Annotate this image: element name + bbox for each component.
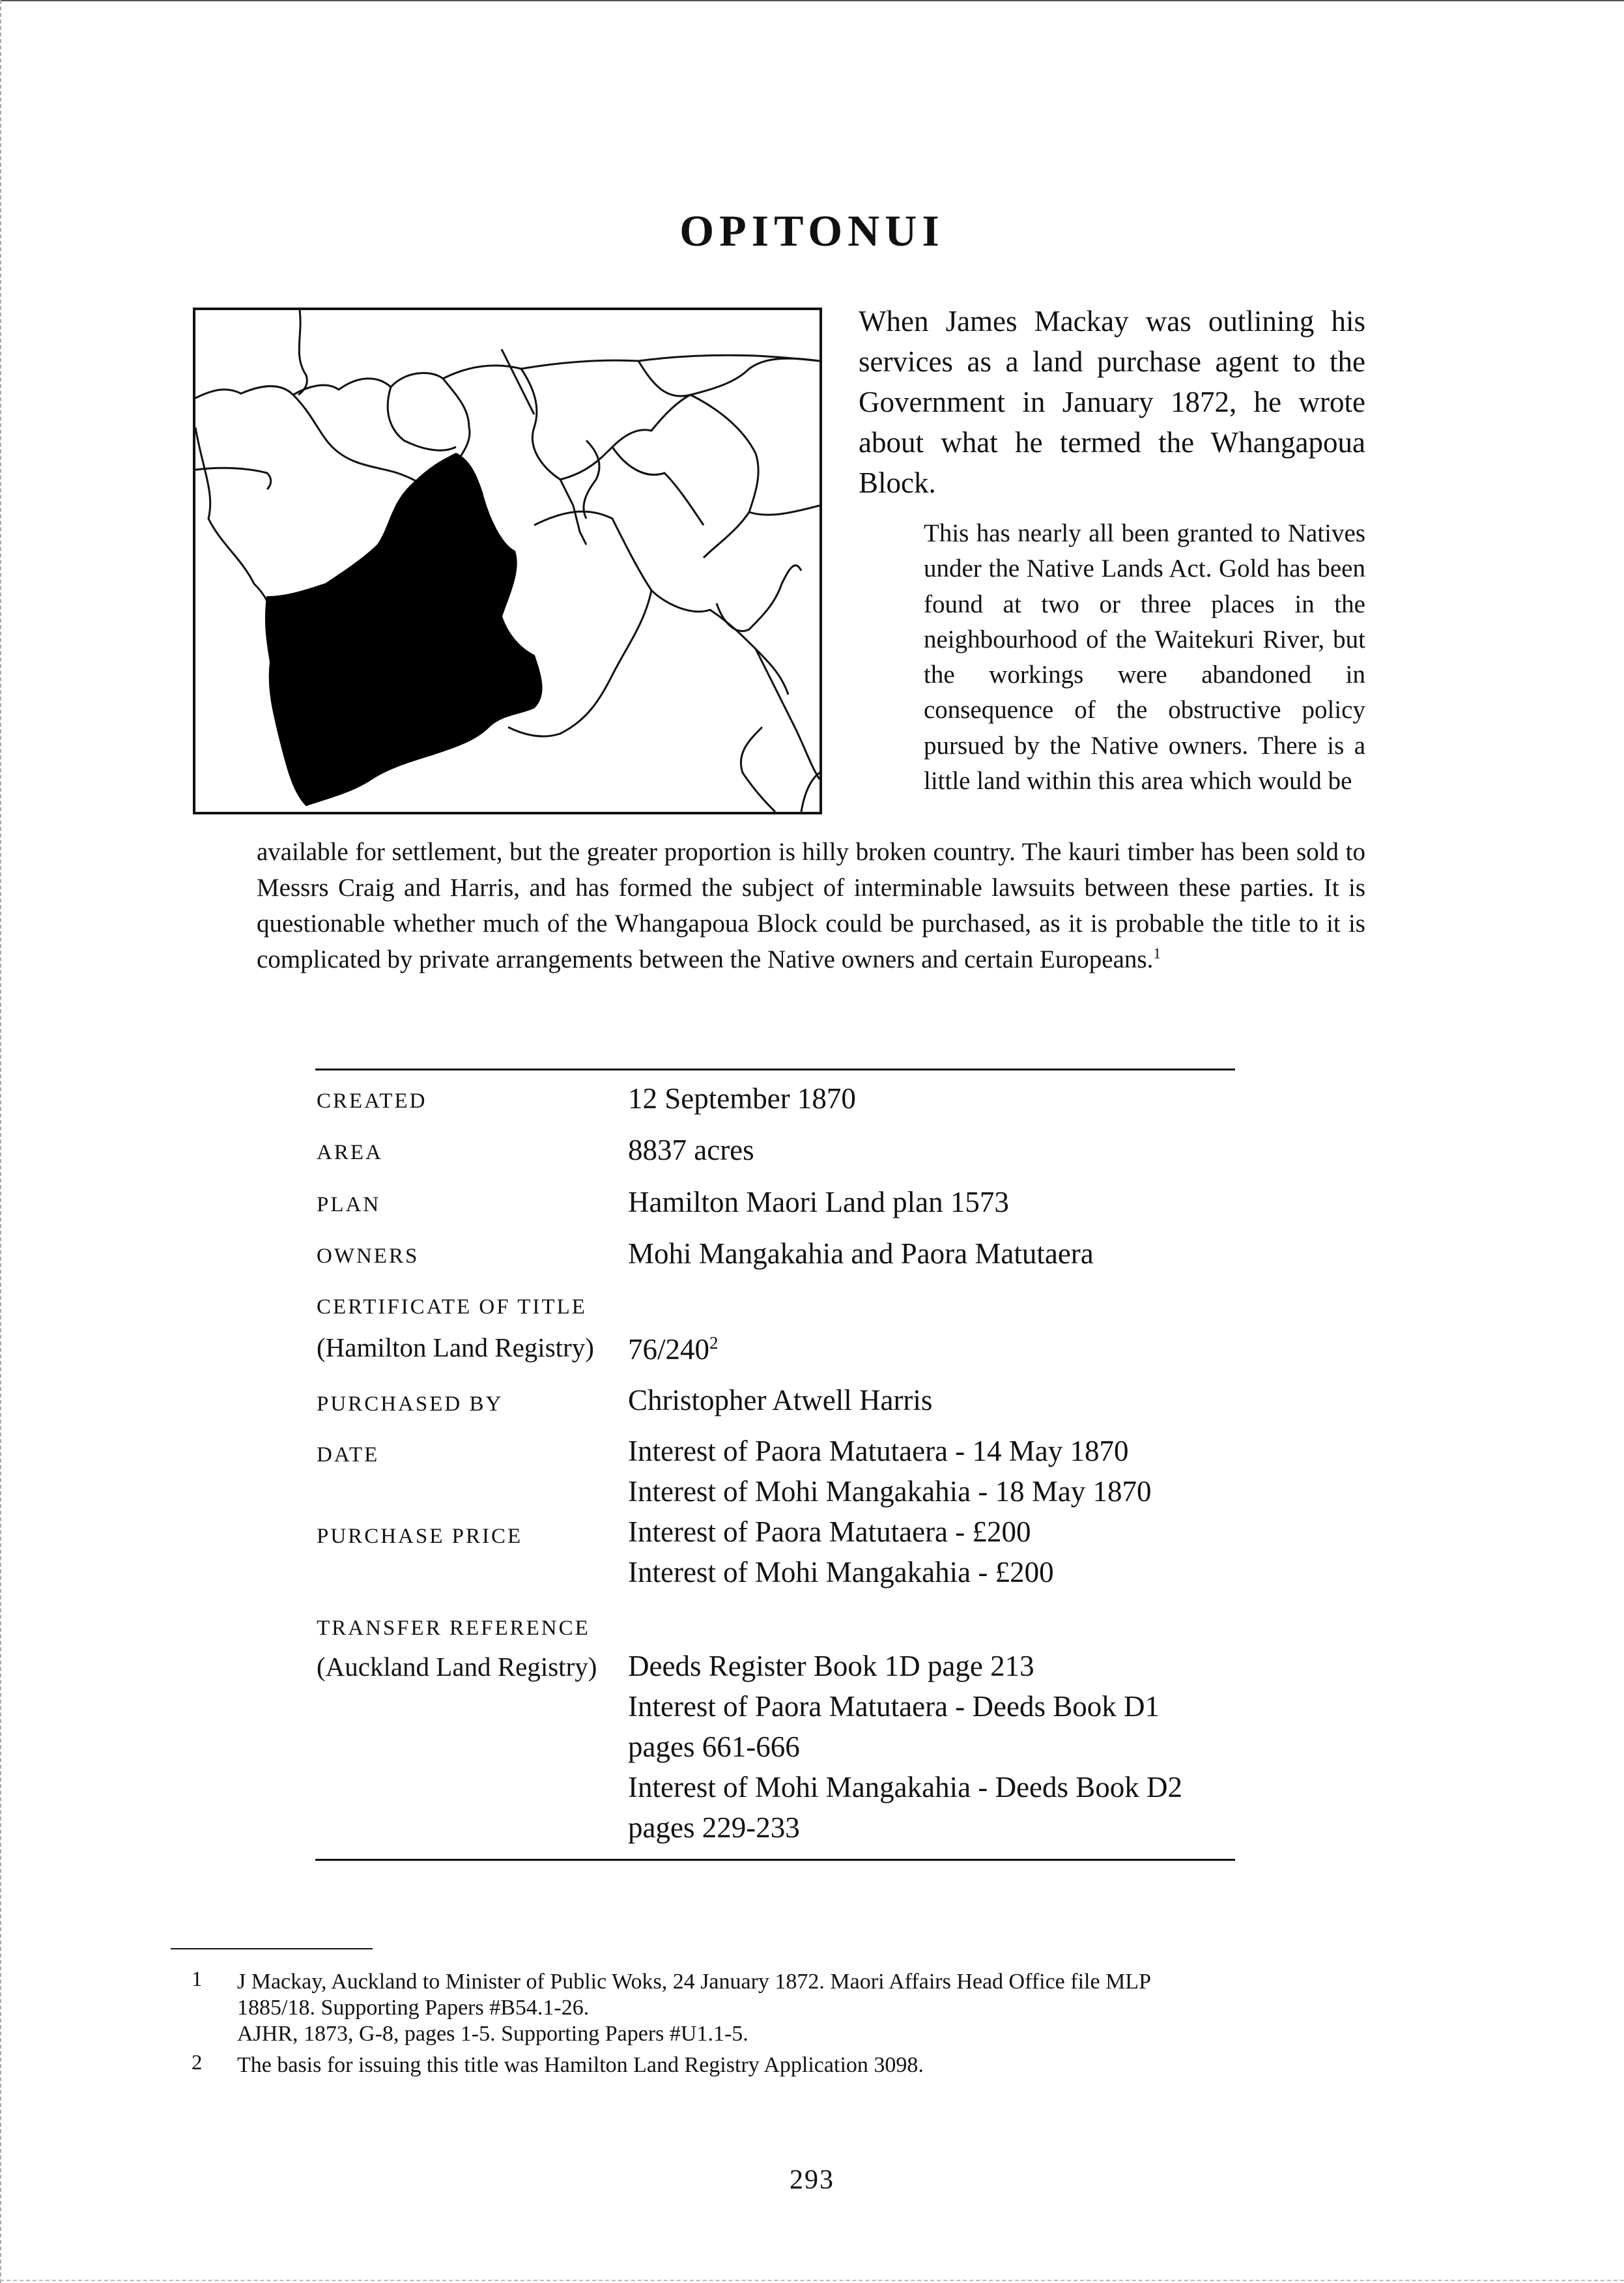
- footnote-ref-1: 1: [1153, 945, 1161, 962]
- page-title: OPITONUI: [679, 206, 945, 255]
- area-value: 8837 acres: [628, 1134, 754, 1166]
- area-label: AREA: [317, 1141, 383, 1164]
- created-label: CREATED: [317, 1089, 427, 1113]
- transfer-reference-value: [628, 1646, 1247, 1848]
- transfer-reference-label: TRANSFER REFERENCE: [317, 1616, 590, 1640]
- date-value: [628, 1431, 1247, 1512]
- owners-value: Mohi Mangakahia and Paora Matutaera: [628, 1237, 1094, 1270]
- footnote-2-number: 2: [192, 2051, 203, 2075]
- footnote-line: AJHR, 1873, G-8, pages 1-5. Supporting Papers #U1.1-5.: [237, 2022, 748, 2046]
- intro-paragraph: When James Mackay was outlining his services as a land purchase agent to the Government in January 1872, he wrote about what he termed the Whangapoua Block.: [859, 305, 1365, 499]
- plan-label: PLAN: [317, 1193, 381, 1216]
- map-drawing: [195, 310, 819, 812]
- footnote-2: [237, 2052, 1377, 2078]
- left-scan-edge: [0, 0, 1, 2283]
- plan-value: Hamilton Maori Land plan 1573: [628, 1186, 1009, 1218]
- certificate-number: 76/240: [628, 1333, 710, 1366]
- quotation-opening: This has nearly all been granted to Natives under the Native Lands Act. Gold has been found at two or three places in the neighbourhood of the Waitekuri River, but the workings were abandoned in consequence of the obstructive policy pursued by the Native owners. There is a little land within this area which would be: [924, 519, 1365, 796]
- transfer-line: pages 229-233: [628, 1811, 800, 1844]
- transfer-line: Interest of Mohi Mangakahia - Deeds Book D2: [628, 1771, 1183, 1803]
- block-location-map: [193, 308, 822, 814]
- footnote-1-number: 1: [192, 1968, 203, 1991]
- table-top-rule: [315, 1069, 1235, 1070]
- transfer-line: Deeds Register Book 1D page 213: [628, 1650, 1034, 1682]
- certificate-registry: (Hamilton Land Registry): [317, 1332, 594, 1362]
- owners-label: OWNERS: [317, 1244, 420, 1268]
- footnote-ref-2: 2: [709, 1333, 719, 1353]
- top-border-rule: [0, 0, 1624, 1]
- page-number: 293: [790, 2165, 834, 2195]
- purchased-by-value: Christopher Atwell Harris: [628, 1384, 933, 1416]
- price-line: Interest of Mohi Mangakahia - £200: [628, 1556, 1054, 1588]
- table-bottom-rule: [315, 1859, 1235, 1861]
- date-line: Interest of Paora Matutaera - 14 May 1870: [628, 1435, 1129, 1467]
- certificate-label: CERTIFICATE OF TITLE: [317, 1295, 587, 1319]
- footnote-1: [237, 1969, 1377, 2047]
- price-line: Interest of Paora Matutaera - £200: [628, 1515, 1031, 1548]
- transfer-registry: (Auckland Land Registry): [317, 1652, 597, 1682]
- footnote-line: The basis for issuing this title was Hamilton Land Registry Application 3098.: [237, 2053, 924, 2077]
- transfer-line: pages 661-666: [628, 1730, 800, 1763]
- date-line: Interest of Mohi Mangakahia - 18 May 1870: [628, 1475, 1152, 1508]
- quotation-continuation-text: available for settlement, but the greater proportion is hilly broken country. The kauri timber has been sold to Messrs Craig and Harris, and has formed the subject of interminable lawsuits between these parties. It is questionable whether much of the Whangapoua Block could be purchased, as it is probable the title to it is complicated by private arrangements between the Native owners and certain Europeans.: [257, 838, 1365, 973]
- date-label: DATE: [317, 1443, 380, 1467]
- quotation-continuation: [257, 834, 1365, 977]
- footnote-line: J Mackay, Auckland to Minister of Public Woks, 24 January 1872. Maori Affairs Head Office file MLP: [237, 1970, 1151, 1994]
- transfer-line: Interest of Paora Matutaera - Deeds Book D1: [628, 1690, 1160, 1723]
- bottom-scan-edge: [0, 2280, 1624, 2281]
- footnote-separator: [171, 1948, 373, 1949]
- footnote-line: 1885/18. Supporting Papers #B54.1-26.: [237, 1996, 590, 2020]
- purchased-by-label: PURCHASED BY: [317, 1392, 504, 1416]
- certificate-value: [628, 1329, 1247, 1370]
- purchase-price-label: PURCHASE PRICE: [317, 1525, 523, 1548]
- purchase-price-value: [628, 1512, 1247, 1592]
- created-value: 12 September 1870: [628, 1082, 856, 1115]
